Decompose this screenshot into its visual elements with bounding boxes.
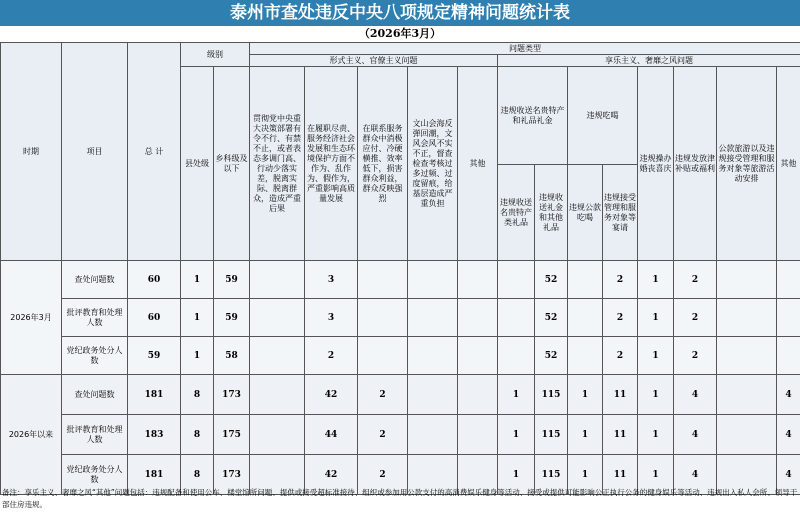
value-cell: 2	[358, 415, 408, 455]
value-cell	[250, 299, 305, 337]
value-cell	[498, 337, 535, 375]
header-travel: 公款旅游以及违规接受管理和服务对象等旅游活动安排	[717, 67, 777, 261]
value-cell	[408, 375, 458, 415]
header-wedding: 违规操办婚丧喜庆	[638, 67, 674, 261]
value-cell: 2	[674, 261, 717, 299]
footnote: 备注：享乐主义、奢靡之风“其他”问题包括：违规配备和使用公车、楼堂馆所问题、提供或接受超标准接待、组织或参加用公款支付的高消费娱乐健身等活动、接受或提供可能影响公正执行公务的健身娱乐等活动、违规出入私人会所、领导干部住房违规。	[2, 488, 798, 509]
value-cell: 115	[535, 375, 568, 415]
value-cell: 59	[214, 299, 250, 337]
value-cell: 11	[603, 415, 638, 455]
value-cell: 52	[535, 261, 568, 299]
item-cell: 批评教育和处理人数	[62, 299, 128, 337]
value-cell: 60	[128, 261, 181, 299]
value-cell: 11	[603, 455, 638, 495]
period-cell: 2026年3月	[1, 261, 62, 375]
table-row	[1, 375, 800, 415]
value-cell	[358, 337, 408, 375]
value-cell: 58	[214, 337, 250, 375]
item-cell: 查处问题数	[62, 375, 128, 415]
header-problem-type: 问题类型	[250, 43, 800, 55]
value-cell: 4	[674, 455, 717, 495]
value-cell: 4	[777, 375, 800, 415]
value-cell	[408, 415, 458, 455]
value-cell: 1	[498, 455, 535, 495]
value-cell: 115	[535, 415, 568, 455]
value-cell: 1	[498, 415, 535, 455]
value-cell: 2	[603, 337, 638, 375]
header-formalism-3: 在联系服务群众中消极应付、冷硬横推、效率低下，损害群众利益，群众反映强烈	[358, 67, 408, 261]
header-total: 总 计	[128, 43, 181, 261]
value-cell: 2	[305, 337, 358, 375]
item-cell: 党纪政务处分人数	[62, 455, 128, 495]
value-cell: 183	[128, 415, 181, 455]
value-cell	[408, 337, 458, 375]
value-cell: 173	[214, 375, 250, 415]
value-cell: 42	[305, 455, 358, 495]
value-cell	[717, 415, 777, 455]
value-cell: 8	[181, 455, 214, 495]
item-cell: 党纪政务处分人数	[62, 337, 128, 375]
value-cell: 1	[638, 455, 674, 495]
value-cell	[777, 337, 800, 375]
value-cell: 42	[305, 375, 358, 415]
value-cell: 1	[638, 415, 674, 455]
value-cell	[250, 375, 305, 415]
item-cell: 查处问题数	[62, 261, 128, 299]
value-cell: 1	[638, 337, 674, 375]
header-formalism-other: 其他	[458, 67, 498, 261]
value-cell: 1	[181, 299, 214, 337]
value-cell	[408, 261, 458, 299]
value-cell: 8	[181, 375, 214, 415]
value-cell: 1	[638, 375, 674, 415]
value-cell: 60	[128, 299, 181, 337]
value-cell: 173	[214, 455, 250, 495]
value-cell	[458, 415, 498, 455]
value-cell: 59	[214, 261, 250, 299]
value-cell	[717, 337, 777, 375]
value-cell	[358, 261, 408, 299]
value-cell: 1	[638, 299, 674, 337]
value-cell	[250, 261, 305, 299]
value-cell	[458, 375, 498, 415]
value-cell: 1	[181, 337, 214, 375]
header-formalism-1: 贯彻党中央重大决策部署有令不行、有禁不止，或者表态多调门高、行动少落实差，脱离实际、脱离群众，造成严重后果	[250, 67, 305, 261]
value-cell: 52	[535, 337, 568, 375]
value-cell	[250, 415, 305, 455]
header-gifts: 违规收送名贵特产和礼品礼金	[498, 67, 568, 165]
value-cell: 4	[777, 415, 800, 455]
header-county-level: 县处级	[181, 67, 214, 261]
value-cell: 4	[674, 415, 717, 455]
value-cell: 1	[568, 455, 603, 495]
value-cell: 1	[181, 261, 214, 299]
header-level: 级别	[181, 43, 250, 67]
header-formalism: 形式主义、官僚主义问题	[250, 55, 498, 67]
table-row	[1, 261, 800, 299]
table-row	[1, 415, 800, 455]
header-gifts-cash: 违规收送礼金和其他礼品	[535, 165, 568, 261]
value-cell: 2	[674, 337, 717, 375]
header-township-level: 乡科级及以下	[214, 67, 250, 261]
value-cell: 1	[568, 415, 603, 455]
value-cell: 175	[214, 415, 250, 455]
value-cell: 1	[498, 375, 535, 415]
period-cell: 2026年以来	[1, 375, 62, 495]
header-hedonism: 享乐主义、奢靡之风问题	[498, 55, 800, 67]
table-row	[1, 299, 800, 337]
header-item: 项目	[62, 43, 128, 261]
value-cell	[777, 261, 800, 299]
statistics-table	[0, 42, 800, 495]
value-cell: 4	[777, 455, 800, 495]
value-cell	[717, 375, 777, 415]
header-hedonism-other: 其他	[777, 67, 800, 261]
page-title: 泰州市查处违反中央八项规定精神问题统计表	[0, 0, 800, 26]
value-cell	[458, 261, 498, 299]
value-cell	[250, 337, 305, 375]
value-cell: 181	[128, 455, 181, 495]
value-cell: 8	[181, 415, 214, 455]
header-gifts-specialty: 违规收送名贵特产类礼品	[498, 165, 535, 261]
value-cell	[717, 299, 777, 337]
value-cell	[458, 337, 498, 375]
value-cell: 11	[603, 375, 638, 415]
period-subtitle: （2026年3月）	[0, 26, 800, 42]
value-cell	[568, 261, 603, 299]
value-cell: 4	[674, 375, 717, 415]
table-row	[1, 337, 800, 375]
value-cell	[408, 299, 458, 337]
value-cell	[777, 299, 800, 337]
value-cell	[568, 299, 603, 337]
value-cell: 2	[358, 375, 408, 415]
value-cell: 2	[603, 261, 638, 299]
header-meals: 违规吃喝	[568, 67, 638, 165]
header-period: 时期	[1, 43, 62, 261]
value-cell: 1	[638, 261, 674, 299]
value-cell: 1	[568, 375, 603, 415]
header-meals-public: 违规公款吃喝	[568, 165, 603, 261]
value-cell: 2	[603, 299, 638, 337]
header-meals-banquet: 违规接受管理和服务对象等宴请	[603, 165, 638, 261]
value-cell: 115	[535, 455, 568, 495]
value-cell: 2	[358, 455, 408, 495]
header-subsidy: 违规发放津补贴或福利	[674, 67, 717, 261]
value-cell	[458, 299, 498, 337]
value-cell	[717, 261, 777, 299]
value-cell	[498, 299, 535, 337]
value-cell: 3	[305, 299, 358, 337]
item-cell: 批评教育和处理人数	[62, 415, 128, 455]
value-cell: 52	[535, 299, 568, 337]
value-cell: 44	[305, 415, 358, 455]
value-cell: 3	[305, 261, 358, 299]
value-cell: 181	[128, 375, 181, 415]
header-formalism-4: 文山会海反弹回潮，文风会风不实不正，督查检查考核过多过频、过度留痕，给基层造成严重负担	[408, 67, 458, 261]
value-cell: 59	[128, 337, 181, 375]
value-cell	[498, 261, 535, 299]
header-formalism-2: 在履职尽责、服务经济社会发展和生态环境保护方面不作为、乱作为、假作为，严重影响高质量发展	[305, 67, 358, 261]
value-cell: 2	[674, 299, 717, 337]
value-cell	[568, 337, 603, 375]
value-cell	[358, 299, 408, 337]
